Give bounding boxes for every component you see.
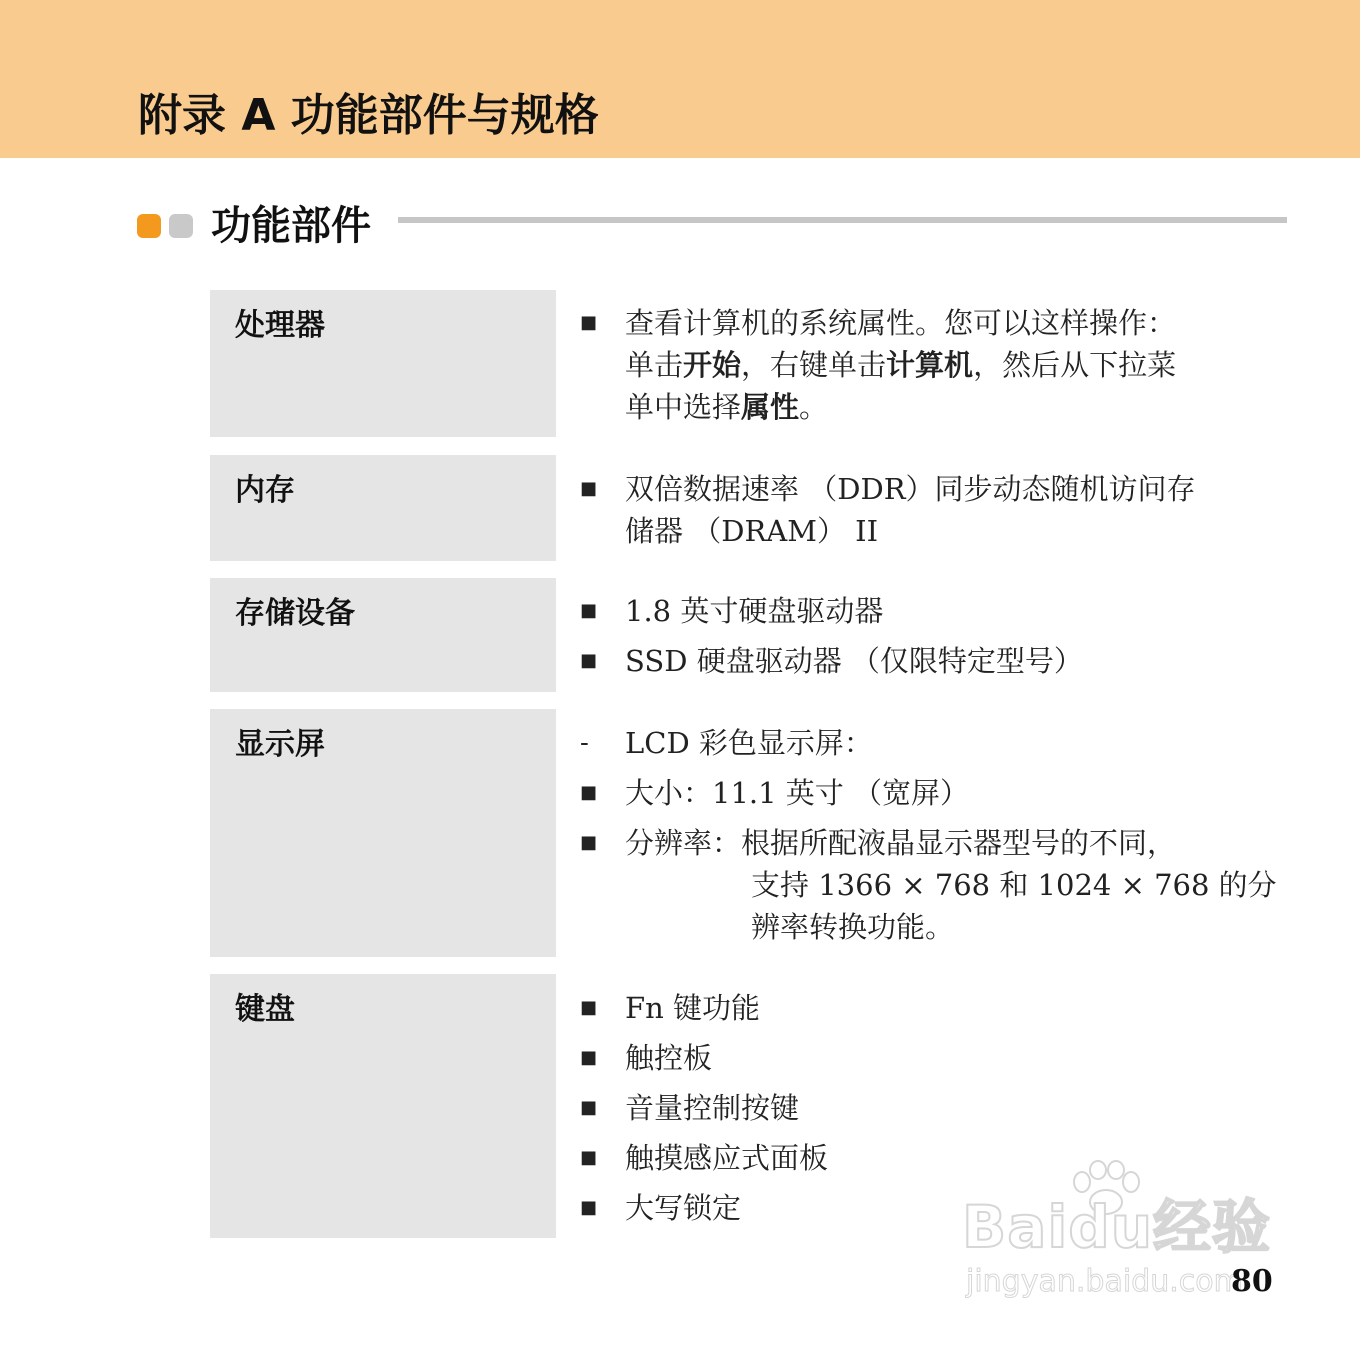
spec-row-label: 处理器 bbox=[235, 308, 325, 343]
watermark-url: jingyan.baidu.com bbox=[966, 1264, 1243, 1299]
spec-list-item bbox=[580, 640, 1260, 682]
watermark-logo: Baidu经验 bbox=[962, 1193, 1272, 1261]
spec-item-line: 触摸感应式面板 bbox=[625, 1141, 829, 1175]
spec-row-label-box bbox=[210, 709, 556, 957]
spec-item-text bbox=[625, 722, 1265, 764]
spec-row-label: 存储设备 bbox=[235, 596, 355, 631]
spec-list-item bbox=[580, 822, 1277, 950]
spec-list-item bbox=[580, 302, 1260, 432]
text-run: ，然后从下拉菜 bbox=[973, 348, 1177, 382]
spec-list-item bbox=[580, 772, 1260, 814]
text-run: 单中选择 bbox=[625, 390, 742, 424]
header-band bbox=[0, 0, 1360, 158]
spec-row-label: 内存 bbox=[235, 473, 295, 508]
spec-row-label-box bbox=[210, 974, 556, 1238]
bullet-icon: ■ bbox=[580, 832, 598, 853]
spec-row-label-box bbox=[210, 290, 556, 437]
spec-row-label-box bbox=[210, 455, 556, 561]
spec-item-line bbox=[625, 344, 1265, 386]
gray-square-icon bbox=[169, 214, 193, 238]
bullet-icon: ■ bbox=[580, 1147, 598, 1168]
bullet-icon: ■ bbox=[580, 997, 598, 1018]
spec-item-line: SSD 硬盘驱动器 （仅限特定型号） bbox=[625, 644, 1083, 678]
spec-list-item bbox=[580, 987, 1260, 1029]
orange-square-icon bbox=[137, 214, 161, 238]
spec-item-line: Fn 键功能 bbox=[625, 991, 761, 1025]
spec-item-text bbox=[625, 640, 1265, 682]
spec-item-line: 支持 1366 × 768 和 1024 × 768 的分 bbox=[751, 868, 1277, 902]
spec-item-line: LCD 彩色显示屏： bbox=[625, 726, 873, 760]
section-title: 功能部件 bbox=[211, 203, 371, 249]
bullet-icon: ■ bbox=[580, 782, 598, 803]
section-header bbox=[0, 196, 1360, 260]
spec-list-item bbox=[580, 1087, 1260, 1129]
spec-item-text bbox=[625, 590, 1265, 632]
section-divider bbox=[398, 217, 1287, 223]
text-run: 查看计算机的系统属性。您可以这样操作： bbox=[625, 306, 1177, 340]
spec-item-text bbox=[625, 987, 1265, 1029]
spec-item-line: 音量控制按键 bbox=[625, 1091, 800, 1125]
spec-item-line: 分辨率：根据所配液晶显示器型号的不同， bbox=[625, 826, 1177, 860]
spec-list-item bbox=[580, 1037, 1260, 1079]
spec-list-item bbox=[580, 590, 1260, 632]
spec-item-line: 辨率转换功能。 bbox=[751, 910, 955, 944]
spec-item-line bbox=[625, 302, 1265, 344]
spec-list-item bbox=[580, 722, 1260, 764]
bullet-icon: ■ bbox=[580, 1197, 598, 1218]
text-run: 。 bbox=[799, 390, 829, 424]
text-run: ，右键单击 bbox=[741, 348, 887, 382]
spec-item-line: 大小：11.1 英寸 （宽屏） bbox=[625, 776, 970, 810]
spec-item-line: 大写锁定 bbox=[625, 1191, 742, 1225]
page-title: 附录 A 功能部件与规格 bbox=[138, 90, 599, 141]
spec-item-text bbox=[625, 302, 1265, 428]
spec-item-text bbox=[625, 772, 1265, 814]
dash-icon: - bbox=[580, 728, 589, 758]
bullet-icon: ■ bbox=[580, 478, 598, 499]
bullet-icon: ■ bbox=[580, 1047, 598, 1068]
spec-row-label: 键盘 bbox=[235, 992, 295, 1027]
ui-term-bold: 属性 bbox=[741, 390, 800, 424]
spec-row-label-box bbox=[210, 578, 556, 692]
ui-term-bold: 开始 bbox=[683, 348, 742, 382]
bullet-icon: ■ bbox=[580, 1097, 598, 1118]
bullet-icon: ■ bbox=[580, 600, 598, 621]
spec-item-line: 双倍数据速率 （DDR）同步动态随机访问存 bbox=[625, 472, 1196, 506]
spec-item-line: 触控板 bbox=[625, 1041, 713, 1075]
spec-list-item bbox=[580, 468, 1260, 554]
spec-item-line bbox=[625, 386, 1265, 428]
bullet-icon: ■ bbox=[580, 312, 598, 333]
ui-term-bold: 计算机 bbox=[886, 348, 974, 382]
spec-item-text bbox=[625, 468, 1265, 552]
spec-row-label: 显示屏 bbox=[235, 727, 325, 762]
page-number: 80 bbox=[1231, 1264, 1273, 1299]
text-run: 单击 bbox=[625, 348, 684, 382]
spec-item-line: 储器 （DRAM） II bbox=[625, 514, 879, 548]
spec-item-text bbox=[625, 1087, 1265, 1129]
bullet-icon: ■ bbox=[580, 650, 598, 671]
spec-item-line: 1.8 英寸硬盘驱动器 bbox=[625, 594, 884, 628]
spec-item-text bbox=[625, 822, 1277, 948]
spec-item-text bbox=[625, 1037, 1265, 1079]
